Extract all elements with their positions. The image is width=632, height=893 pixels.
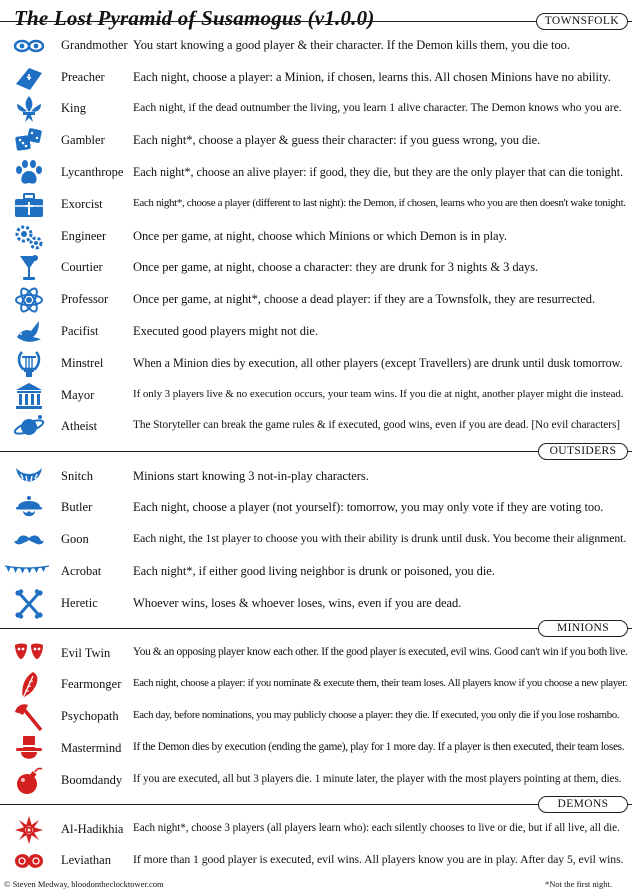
character-row-minstrel <box>0 349 632 379</box>
top-hat-icon <box>13 734 45 764</box>
character-ability: If you are executed, all but 3 players die. 1 minute later, the player with the most players pointing at them, dies. <box>133 773 622 785</box>
character-ability: If more than 1 good player is executed, evil wins. All players know you are in play. After day 5, evil wins. <box>133 853 624 866</box>
character-name: Goon <box>61 532 89 546</box>
character-row-al-hadikhia <box>0 815 632 845</box>
character-name: Al-Hadikhia <box>61 822 124 836</box>
character-ability: If only 3 players live & no execution occurs, your team wins. If you die at night, another player might die instead. <box>133 388 624 400</box>
script-title: The Lost Pyramid of Susamogus (v1.0.0) <box>14 6 375 30</box>
character-ability: Once per game, at night, choose a character: they are drunk for 3 nights & 3 days. <box>133 260 539 274</box>
character-ability: Whoever wins, loses & whoever loses, wins, even if you are dead. <box>133 596 462 610</box>
character-ability: Each night*, choose a player & guess their character: if you guess wrong, you die. <box>133 133 541 147</box>
character-name: Atheist <box>61 419 98 433</box>
character-row-pacifist <box>0 317 632 347</box>
character-ability: When a Minion dies by execution, all other players (except Travellers) are drunk until dusk tomorrow. <box>133 356 623 370</box>
mandala-icon <box>13 815 45 845</box>
character-row-atheist <box>0 412 632 442</box>
section-tag-townsfolk: TOWNSFOLK <box>536 13 628 30</box>
character-name: Minstrel <box>61 356 104 370</box>
character-row-psychopath <box>0 702 632 732</box>
building-icon <box>13 381 45 411</box>
character-ability: Each night, choose a player: if you nominate & execute them, their team loses. All players know if you choose a new player. <box>133 677 628 689</box>
character-row-snitch <box>0 462 632 492</box>
cloche-icon <box>13 493 45 523</box>
footer-credit: © Steven Medway, bloodontheclocktower.com <box>4 879 164 889</box>
grin-icon <box>13 462 45 492</box>
footer-note: *Not the first night. <box>544 879 612 889</box>
character-row-heretic <box>0 589 632 619</box>
character-ability: Minions start knowing 3 not-in-play characters. <box>133 469 369 483</box>
character-name: Preacher <box>61 70 105 84</box>
character-ability: Each night, choose a player (not yourself): tomorrow, you may only vote if they are voting too. <box>133 500 604 514</box>
character-name: Mastermind <box>61 741 122 755</box>
character-ability: Each night, if the dead outnumber the living, you learn 1 alive character. The Demon knows who you are. <box>133 101 622 114</box>
character-name: Pacifist <box>61 324 99 338</box>
bunting-icon <box>13 557 45 587</box>
character-ability: You start knowing a good player & their character. If the Demon kills them, you die too. <box>133 38 570 52</box>
character-name: Mayor <box>61 388 95 402</box>
character-row-boomdandy <box>0 766 632 796</box>
twin-masks-icon <box>13 639 45 669</box>
character-name: King <box>61 101 86 115</box>
character-ability: Each night*, choose 3 players (all players learn who): each silently chooses to live or die, but if all live, all die. <box>133 822 620 834</box>
axe-icon <box>13 702 45 732</box>
dice-icon <box>13 126 45 156</box>
character-row-lycanthrope <box>0 158 632 188</box>
character-ability: Each night*, choose an alive player: if good, they die, but they are the only player that can die tonight. <box>133 165 624 179</box>
character-name: Lycanthrope <box>61 165 124 179</box>
character-ability: Each night*, if either good living neighbor is drunk or poisoned, you die. <box>133 564 495 578</box>
character-row-engineer <box>0 222 632 252</box>
character-name: Fearmonger <box>61 677 122 691</box>
mustache-icon <box>13 525 45 555</box>
lyre-icon <box>13 349 45 379</box>
character-name: Courtier <box>61 260 103 274</box>
crossed-bones-icon <box>13 589 45 619</box>
character-name: Boomdandy <box>61 773 123 787</box>
section-tag-outsiders: OUTSIDERS <box>538 443 628 460</box>
character-name: Gambler <box>61 133 105 147</box>
character-row-mastermind <box>0 734 632 764</box>
dove-icon <box>13 317 45 347</box>
character-row-grandmother <box>0 31 632 61</box>
character-name: Engineer <box>61 229 107 243</box>
character-name: Exorcist <box>61 197 103 211</box>
character-ability: Each night, the 1st player to choose you with their ability is drunk until dusk. You become their alignment. <box>133 532 627 545</box>
atom-icon <box>13 285 45 315</box>
sea-serpent-icon <box>13 846 45 876</box>
character-row-fearmonger <box>0 670 632 700</box>
character-row-leviathan <box>0 846 632 876</box>
bomb-icon <box>13 766 45 796</box>
character-row-evil-twin <box>0 639 632 669</box>
character-name: Leviathan <box>61 853 111 867</box>
character-ability: Executed good players might not die. <box>133 324 318 338</box>
character-row-butler <box>0 493 632 523</box>
character-ability: Each night*, choose a player (different to last night): the Demon, if chosen, learns who you are then doesn't wake tonight. <box>133 197 626 209</box>
section-tag-demons: DEMONS <box>538 796 628 813</box>
character-row-king <box>0 94 632 124</box>
character-row-courtier <box>0 253 632 283</box>
character-row-mayor <box>0 381 632 411</box>
character-name: Acrobat <box>61 564 102 578</box>
character-name: Heretic <box>61 596 98 610</box>
goblet-icon <box>13 253 45 283</box>
character-ability: Once per game, at night*, choose a dead player: if they are a Townsfolk, they are resurrected. <box>133 292 596 306</box>
book-icon <box>13 63 45 93</box>
character-ability: If the Demon dies by execution (ending the game), play for 1 more day. If a player is then executed, their team loses. <box>133 741 625 753</box>
character-row-gambler <box>0 126 632 156</box>
character-name: Evil Twin <box>61 646 111 660</box>
character-ability: The Storyteller can break the game rules & if executed, good wins, even if you are dead. [No evil characters] <box>133 419 621 431</box>
feather-icon <box>13 670 45 700</box>
character-ability: Once per game, at night, choose which Minions or which Demon is in play. <box>133 229 507 243</box>
gears-icon <box>13 222 45 252</box>
character-row-acrobat <box>0 557 632 587</box>
planet-icon <box>13 412 45 442</box>
character-name: Snitch <box>61 469 93 483</box>
paw-icon <box>13 158 45 188</box>
character-row-professor <box>0 285 632 315</box>
character-ability: You & an opposing player know each other. If the good player is executed, evil wins. Good can't win if you both live. <box>133 646 628 658</box>
character-name: Butler <box>61 500 93 514</box>
character-row-goon <box>0 525 632 555</box>
character-row-preacher <box>0 63 632 93</box>
character-ability: Each night, choose a player: a Minion, if chosen, learns this. All chosen Minions have no ability. <box>133 70 611 84</box>
suitcase-icon <box>13 190 45 220</box>
fleur-de-lis-icon <box>13 94 45 124</box>
character-name: Grandmother <box>61 38 128 52</box>
character-row-exorcist <box>0 190 632 220</box>
section-tag-minions: MINIONS <box>538 620 628 637</box>
character-name: Professor <box>61 292 109 306</box>
character-ability: Each day, before nominations, you may publicly choose a player: they die. If executed, you only die if you lose roshambo. <box>133 709 620 721</box>
eye-mask-icon <box>13 31 45 61</box>
character-name: Psychopath <box>61 709 119 723</box>
